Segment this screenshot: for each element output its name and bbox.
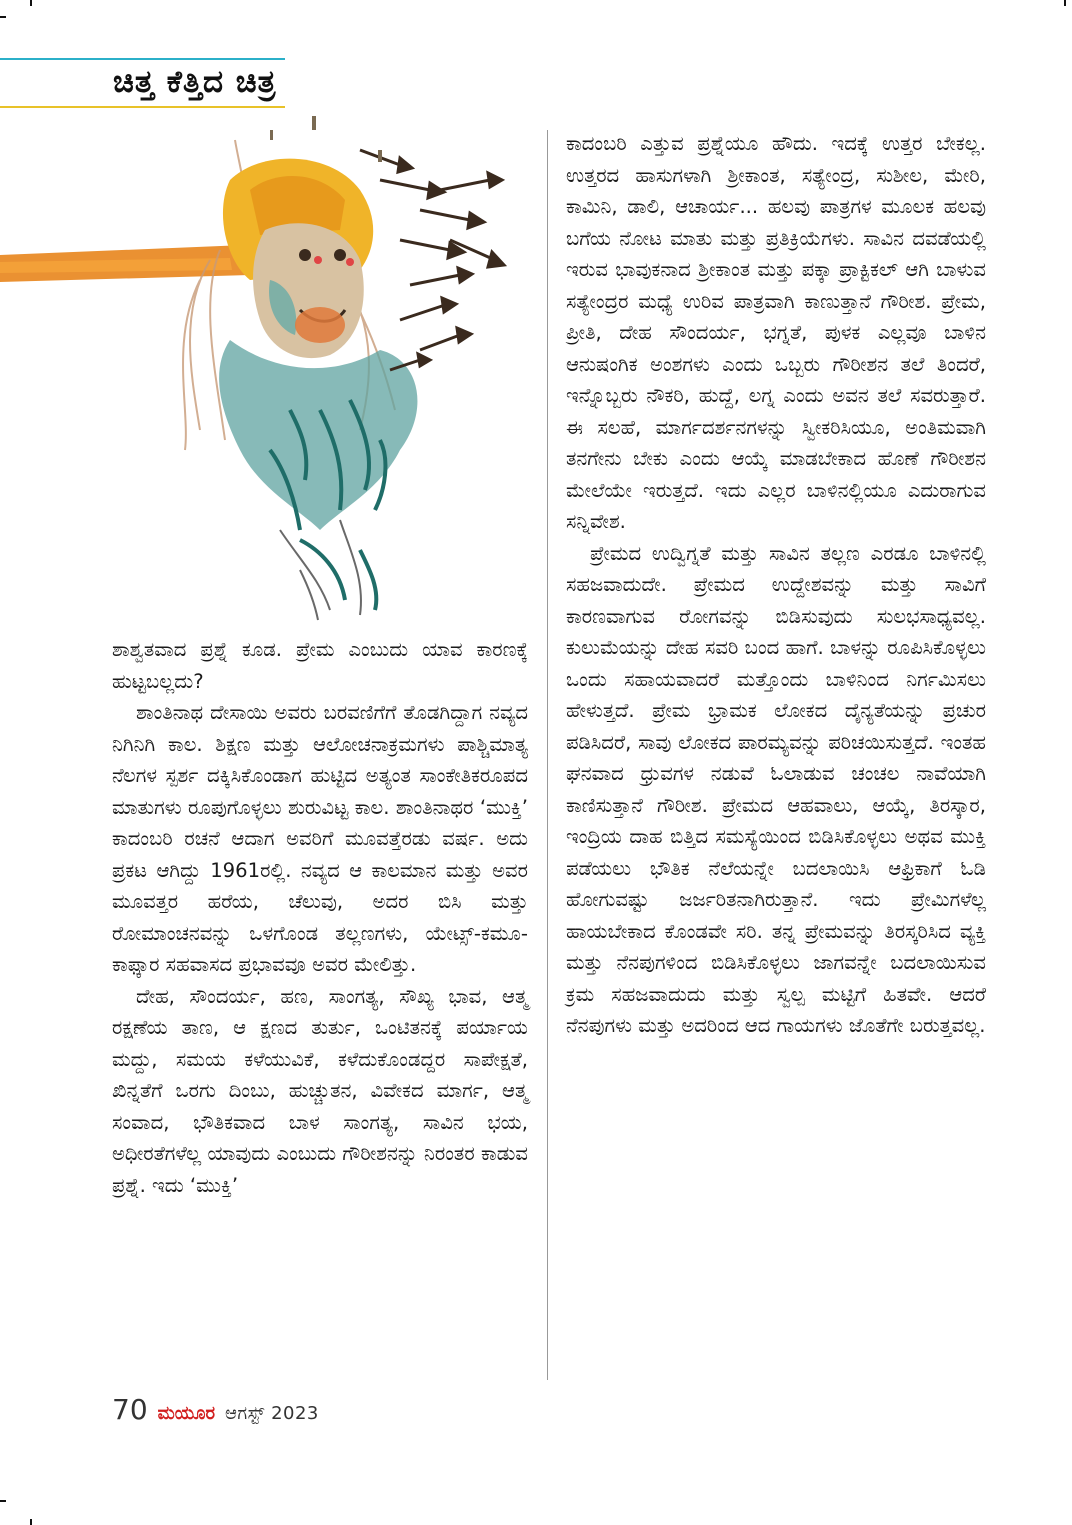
paragraph: ಶಾಶ್ವತವಾದ ಪ್ರಶ್ನೆ ಕೂಡ. ಪ್ರೇಮ ಎಂಬುದು ಯಾವ ಕಾರಣಕ್ಕೆ ಹುಟ್ಟಬಲ್ಲದು? [112, 638, 528, 693]
left-column [112, 634, 528, 1201]
page-footer [112, 1393, 319, 1429]
crop-mark [0, 16, 6, 18]
paragraph: ದೇಹ, ಸೌಂದರ್ಯ, ಹಣ, ಸಾಂಗತ್ಯ, ಸೌಖ್ಯ ಭಾವ, ಆತ್ಮ ರಕ್ಷಣೆಯ ತಾಣ, ಆ ಕ್ಷಣದ ತುರ್ತು, ಒಂಟಿತನಕ್ಕೆ ಪರ್ಯಾಯ ಮದ್ದು, ಸಮಯ ಕಳೆಯುವಿಕೆ, ಕಳೆದುಕೊಂಡದ್ದರ ಸಾಪೇಕ್ಷತೆ, ಖಿನ್ನತೆಗೆ ಒರಗು ದಿಂಬು, ಹುಚ್ಚುತನ, ವಿವೇಕದ ಮಾರ್ಗ, ಆತ್ಮ ಸಂವಾದ, ಭೌತಿಕವಾದ ಬಾಳ ಸಾಂಗತ್ಯ, ಸಾವಿನ ಭಯ, ಅಧೀರತೆಗಳೆಲ್ಲ ಯಾವುದು ಎಂಬುದು ಗೌರೀಶನನ್ನು ನಿರಂತರ ಕಾಡುವ ಪ್ರಶ್ನೆ. ಇದು ‘ಮುಕ್ತಿ’ [112, 984, 528, 1197]
header-rule-top [0, 58, 285, 60]
crop-mark [30, 1519, 32, 1525]
right-column [566, 128, 986, 1042]
column-divider [547, 130, 548, 1380]
header-rule-bottom [0, 106, 285, 108]
page-number: 70 [112, 1393, 148, 1426]
crop-mark [1064, 0, 1066, 6]
paragraph: ಪ್ರೇಮದ ಉದ್ವಿಗ್ನತೆ ಮತ್ತು ಸಾವಿನ ತಲ್ಲಣ ಎರಡೂ ಬಾಳಿನಲ್ಲಿ ಸಹಜವಾದುದೇ. ಪ್ರೇಮದ ಉದ್ದೇಶವನ್ನು ಮತ್ತು ಸಾವಿಗೆ ಕಾರಣವಾಗುವ ರೋಗವನ್ನು ಬಿಡಿಸುವುದು ಸುಲಭಸಾಧ್ಯವಲ್ಲ. ಕುಲುಮೆಯನ್ನು ದೇಹ ಸವರಿ ಬಂದ ಹಾಗೆ. ಬಾಳನ್ನು ರೂಪಿಸಿಕೊಳ್ಳಲು ಒಂದು ಸಹಾಯವಾದರೆ ಮತ್ತೊಂದು ಬಾಳಿನಿಂದ ನಿರ್ಗಮಿಸಲು ಹೇಳುತ್ತದೆ. ಪ್ರೇಮ ಭ್ರಾಮಕ ಲೋಕದ ದೈನ್ಯತೆಯನ್ನು ಪ್ರಚುರ ಪಡಿಸಿದರೆ, ಸಾವು ಲೋಕದ ಪಾರಮ್ಯವನ್ನು ಪರಿಚಯಿಸುತ್ತದೆ. ಇಂತಹ ಘನವಾದ ಧ್ರುವಗಳ ನಡುವೆ ಓಲಾಡುವ ಚಂಚಲ ನಾವೆಯಾಗಿ ಕಾಣಿಸುತ್ತಾನೆ ಗೌರೀಶ. ಪ್ರೇಮದ ಆಹವಾಲು, ಆಯ್ಕೆ, ತಿರಸ್ಕಾರ, ಇಂದ್ರಿಯ ದಾಹ ಬಿತ್ತಿದ ಸಮಸ್ಯೆಯಿಂದ ಬಿಡಿಸಿಕೊಳ್ಳಲು ಅಥವ ಮುಕ್ತಿ ಪಡೆಯಲು ಭೌತಿಕ ನೆಲೆಯನ್ನೇ ಬದಲಾಯಿಸಿ ಆಫ್ರಿಕಾಗೆ ಓಡಿ ಹೋಗುವಷ್ಟು ಜರ್ಜರಿತನಾಗಿರುತ್ತಾನೆ. ಇದು ಪ್ರೇಮಿಗಳೆಲ್ಲ ಹಾಯಬೇಕಾದ ಕೊಂಡವೇ ಸರಿ. ತನ್ನ ಪ್ರೇಮವನ್ನು ತಿರಸ್ಕರಿಸಿದ ವ್ಯಕ್ತಿ ಮತ್ತು ನೆನಪುಗಳಿಂದ ಬಿಡಿಸಿಕೊಳ್ಳಲು ಜಾಗವನ್ನೇ ಬದಲಾಯಿಸುವ ಕ್ರಮ ಸಹಜವಾದುದು ಮತ್ತು ಸ್ವಲ್ಪ ಮಟ್ಟಿಗೆ ಹಿತವೇ. ಆದರೆ ನೆನಪುಗಳು ಮತ್ತು ಅದರಿಂದ ಆದ ಗಾಯಗಳು ಜೊತೆಗೇ ಬರುತ್ತವಲ್ಲ. [566, 541, 986, 1037]
portrait-painting-with-arrows-icon [0, 110, 540, 630]
crop-mark [30, 0, 32, 6]
paragraph: ಕಾದಂಬರಿ ಎತ್ತುವ ಪ್ರಶ್ನೆಯೂ ಹೌದು. ಇದಕ್ಕೆ ಉತ್ತರ ಬೇಕಲ್ಲ. ಉತ್ತರದ ಹಾಸುಗಳಾಗಿ ಶ್ರೀಕಾಂತ, ಸತ್ಯೇಂದ್ರ, ಸುಶೀಲ, ಮೇರಿ, ಕಾಮಿನಿ, ಡಾಲಿ, ಆಚಾರ್ಯ... ಹಲವು ಪಾತ್ರಗಳ ಮೂಲಕ ಹಲವು ಬಗೆಯ ನೋಟ ಮಾತು ಮತ್ತು ಪ್ರತಿಕ್ರಿಯೆಗಳು. ಸಾವಿನ ದವಡೆಯಲ್ಲಿ ಇರುವ ಭಾವುಕನಾದ ಶ್ರೀಕಾಂತ ಮತ್ತು ಪಕ್ಕಾ ಪ್ರಾಕ್ಟಿಕಲ್ ಆಗಿ ಬಾಳುವ ಸತ್ಯೇಂದ್ರರ ಮಧ್ಯೆ ಉರಿವ ಪಾತ್ರವಾಗಿ ಕಾಣುತ್ತಾನೆ ಗೌರೀಶ. ಪ್ರೇಮ, ಪ್ರೀತಿ, ದೇಹ ಸೌಂದರ್ಯ, ಭಗ್ನತೆ, ಪುಳಕ ಎಲ್ಲವೂ ಬಾಳಿನ ಆನುಷಂಗಿಕ ಅಂಶಗಳು ಎಂದು ಒಬ್ಬರು ಗೌರೀಶನ ತಲೆ ತಿಂದರೆ, ಇನ್ನೊಬ್ಬರು ನೌಕರಿ, ಹುದ್ದೆ, ಲಗ್ನ ಎಂದು ಅವನ ತಲೆ ಸವರುತ್ತಾರೆ. ಈ ಸಲಹೆ, ಮಾರ್ಗದರ್ಶನಗಳನ್ನು ಸ್ವೀಕರಿಸಿಯೂ, ಅಂತಿಮವಾಗಿ ತನಗೇನು ಬೇಕು ಎಂದು ಆಯ್ಕೆ ಮಾಡಬೇಕಾದ ಹೊಣೆ ಗೌರೀಶನ ಮೇಲೆಯೇ ಇರುತ್ತದೆ. ಇದು ಎಲ್ಲರ ಬಾಳಿನಲ್ಲಿಯೂ ಎದುರಾಗುವ ಸನ್ನಿವೇಶ. [566, 132, 986, 533]
paragraph: ಶಾಂತಿನಾಥ ದೇಸಾಯಿ ಅವರು ಬರವಣಿಗೆಗೆ ತೊಡಗಿದ್ದಾಗ ನವ್ಯದ ನಿಗಿನಿಗಿ ಕಾಲ. ಶಿಕ್ಷಣ ಮತ್ತು ಆಲೋಚನಾಕ್ರಮಗಳು ಪಾಶ್ಚಿಮಾತ್ಯ ನೆಲಗಳ ಸ್ಪರ್ಶ ದಕ್ಕಿಸಿಕೊಂಡಾಗ ಹುಟ್ಟಿದ ಅತ್ಯಂತ ಸಾಂಕೇತಿಕರೂಪದ ಮಾತುಗಳು ರೂಪುಗೊಳ್ಳಲು ಶುರುವಿಟ್ಟ ಕಾಲ. ಶಾಂತಿನಾಥರ ‘ಮುಕ್ತಿ’ ಕಾದಂಬರಿ ರಚನೆ ಆದಾಗ ಅವರಿಗೆ ಮೂವತ್ತೆರಡು ವರ್ಷ. ಅದು ಪ್ರಕಟ ಆಗಿದ್ದು 1961ರಲ್ಲಿ. ನವ್ಯದ ಆ ಕಾಲಮಾನ ಮತ್ತು ಅವರ ಮೂವತ್ತರ ಹರೆಯ, ಚೆಲುವು, ಅದರ ಬಿಸಿ ಮತ್ತು ರೋಮಾಂಚನವನ್ನು ಒಳಗೊಂಡ ತಲ್ಲಣಗಳು, ಯೇಟ್ಸ್-ಕಮೂ-ಕಾಫ್ಕಾರ ಸಹವಾಸದ ಪ್ರಭಾವವೂ ಅವರ ಮೇಲಿತ್ತು. [112, 701, 528, 976]
magazine-logo: ಮಯೂರ [157, 1403, 216, 1424]
issue-date: ಆಗಸ್ಟ್ 2023 [225, 1403, 319, 1424]
section-title: ಚಿತ್ತ ಕೆತ್ತಿದ ಚಿತ್ರ [113, 64, 277, 100]
crop-mark [0, 1500, 6, 1502]
